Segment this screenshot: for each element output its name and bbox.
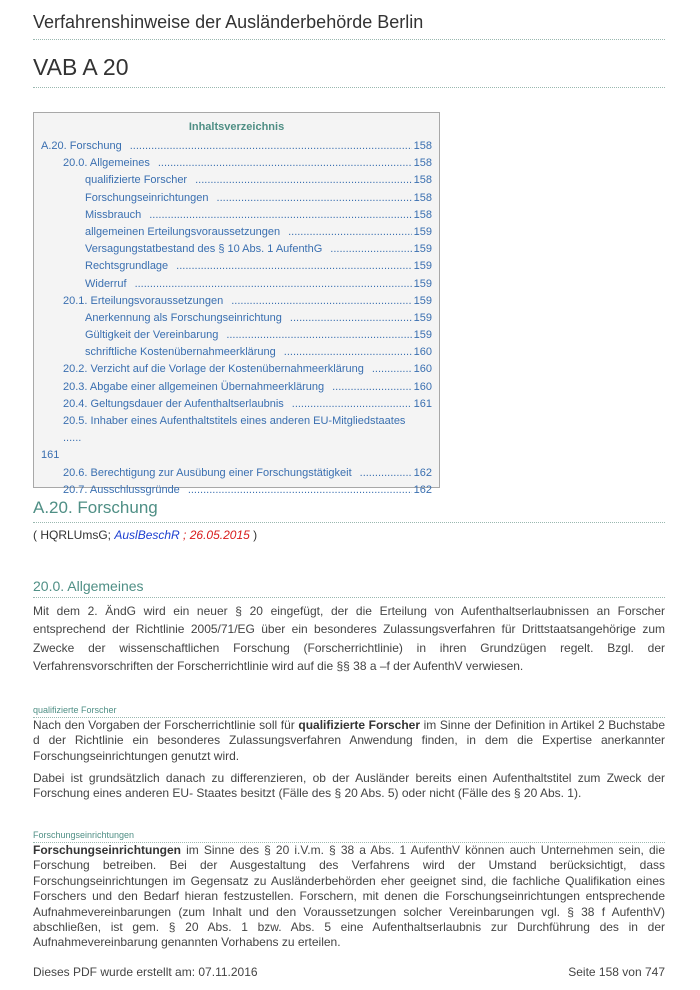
toc-entry[interactable]: A.20. Forschung ..... 158 bbox=[41, 138, 432, 155]
toc-entry[interactable]: 20.0. Allgemeines ..... 158 bbox=[41, 155, 432, 172]
subsection-heading: 20.0. Allgemeines bbox=[33, 578, 665, 598]
toc-entry[interactable]: schriftliche Kostenübernahmeerklärung ..... 160 bbox=[41, 344, 432, 361]
toc-entry[interactable]: Anerkennung als Forschungseinrichtung ..... 159 bbox=[41, 310, 432, 327]
section-code-title: VAB A 20 bbox=[33, 54, 665, 88]
toc-entry[interactable]: Gültigkeit der Vereinbarung ..... 159 bbox=[41, 327, 432, 344]
toc-entry[interactable]: 20.6. Berechtigung zur Ausübung einer Forschungstätigkeit ..... 162 bbox=[41, 465, 432, 482]
toc-entry[interactable]: 20.2. Verzicht auf die Vorlage der Kostenübernahmeerklärung ..... 160 bbox=[41, 361, 432, 378]
toc-entry[interactable]: 20.4. Geltungsdauer der Aufenthaltserlaubnis ..... 161 bbox=[41, 396, 432, 413]
toc-entry[interactable]: 20.1. Erteilungsvoraussetzungen ..... 159 bbox=[41, 293, 432, 310]
reference-date: 26.05.2015 bbox=[189, 528, 250, 542]
creation-date: Dieses PDF wurde erstellt am: 07.11.2016 bbox=[33, 965, 258, 979]
paragraph: Forschungseinrichtungen im Sinne des § 20 i.V.m. § 38 a Abs. 1 AufenthV können auch Unternehmen sein, die Forschung betreiben. Bei der Ausgestaltung des Verfahrens wird der Umstand berücksichtigt, dass Forschungseinrichtungen im Gegensatz zu Ausländerbehörden eher geeignet sind, die fachliche Qualifikation eines Forschers und den Bedarf hieran festzustellen. Forschern, mit denen die Forschungseinrichtungen entsprechende Aufnahmevereinbarungen (zum Inhalt und den Voraussetzungen solcher Vereinbarungen vgl. § 38 f AufenthV) abschließen, ist gem. § 20 Abs. 1 bzw. Abs. 5 eine Aufenthaltserlaubnis zur Durchführung des in der Aufnahmevereinbarung genannten Vorhabens zu erteilen. bbox=[33, 843, 665, 950]
margin-label: Forschungseinrichtungen bbox=[33, 830, 665, 843]
paragraph: Mit dem 2. ÄndG wird ein neuer § 20 eingefügt, der die Erteilung von Aufenthaltserlaubnissen an Forscher entsprechend der Richtlinie 2005/71/EG über ein besonderes Zulassungsverfahren für Drittstaatsangehörige zum Zwecke der wissenschaftlichen Forschung (Forscherrichtlinie) in ihren Grundzügen regelt. Bzgl. der Verfahrensvorschriften der Forscherrichtlinie wird auf die §§ 38 a –f der AufenthV verwiesen. bbox=[33, 604, 665, 674]
table-of-contents bbox=[33, 112, 440, 496]
toc-entry[interactable]: qualifizierte Forscher ..... 158 bbox=[41, 172, 432, 189]
toc-entry[interactable]: Versagungstatbestand des § 10 Abs. 1 AufenthG ..... 159 bbox=[41, 241, 432, 258]
page-number: Seite 158 von 747 bbox=[568, 965, 665, 979]
toc-entry[interactable]: Missbrauch ..... 158 bbox=[41, 207, 432, 224]
toc-entry[interactable]: Forschungseinrichtungen ..... 158 bbox=[41, 190, 432, 207]
law-link[interactable]: AuslBeschR bbox=[114, 528, 180, 542]
toc-entry[interactable]: Rechtsgrundlage ..... 159 bbox=[41, 258, 432, 275]
toc-entry[interactable]: 20.5. Inhaber eines Aufenthaltstitels eines anderen EU-Mitgliedstaates ...... 161 bbox=[41, 415, 406, 462]
page-footer bbox=[33, 965, 665, 979]
paragraph: Nach den Vorgaben der Forscherrichtlinie soll für qualifizierte Forscher im Sinne der Definition in Artikel 2 Buchstabe d der Richtlinie ein besonderes Zulassungsverfahren Anwendung finden, in dem die Expertise anerkannter Forschungseinrichtungen genutzt wird. bbox=[33, 718, 665, 763]
section-heading: A.20. Forschung bbox=[33, 498, 665, 523]
toc-title: Inhaltsverzeichnis bbox=[188, 121, 285, 133]
margin-label: qualifizierte Forscher bbox=[33, 705, 665, 718]
toc-entry[interactable]: Widerruf ..... 159 bbox=[41, 276, 432, 293]
document-header: Verfahrenshinweise der Ausländerbehörde Berlin bbox=[33, 12, 665, 40]
toc-entry[interactable]: allgemeinen Erteilungsvoraussetzungen ..... 159 bbox=[41, 224, 432, 241]
toc-entry[interactable]: 20.7. Ausschlussgründe ..... 162 bbox=[41, 482, 432, 499]
legal-reference: ( HQRLUmsG; AuslBeschR ; 26.05.2015 ) bbox=[33, 528, 258, 542]
paragraph: Dabei ist grundsätzlich danach zu differenzieren, ob der Ausländer bereits einen Aufenthaltstitel zum Zweck der Forschung eines anderen EU- Staates besitzt (Fälle des § 20 Abs. 5) oder nicht (Fälle des § 20 Abs. 1). bbox=[33, 771, 665, 801]
toc-entry[interactable]: 20.3. Abgabe einer allgemeinen Übernahmeerklärung ..... 160 bbox=[41, 379, 432, 396]
